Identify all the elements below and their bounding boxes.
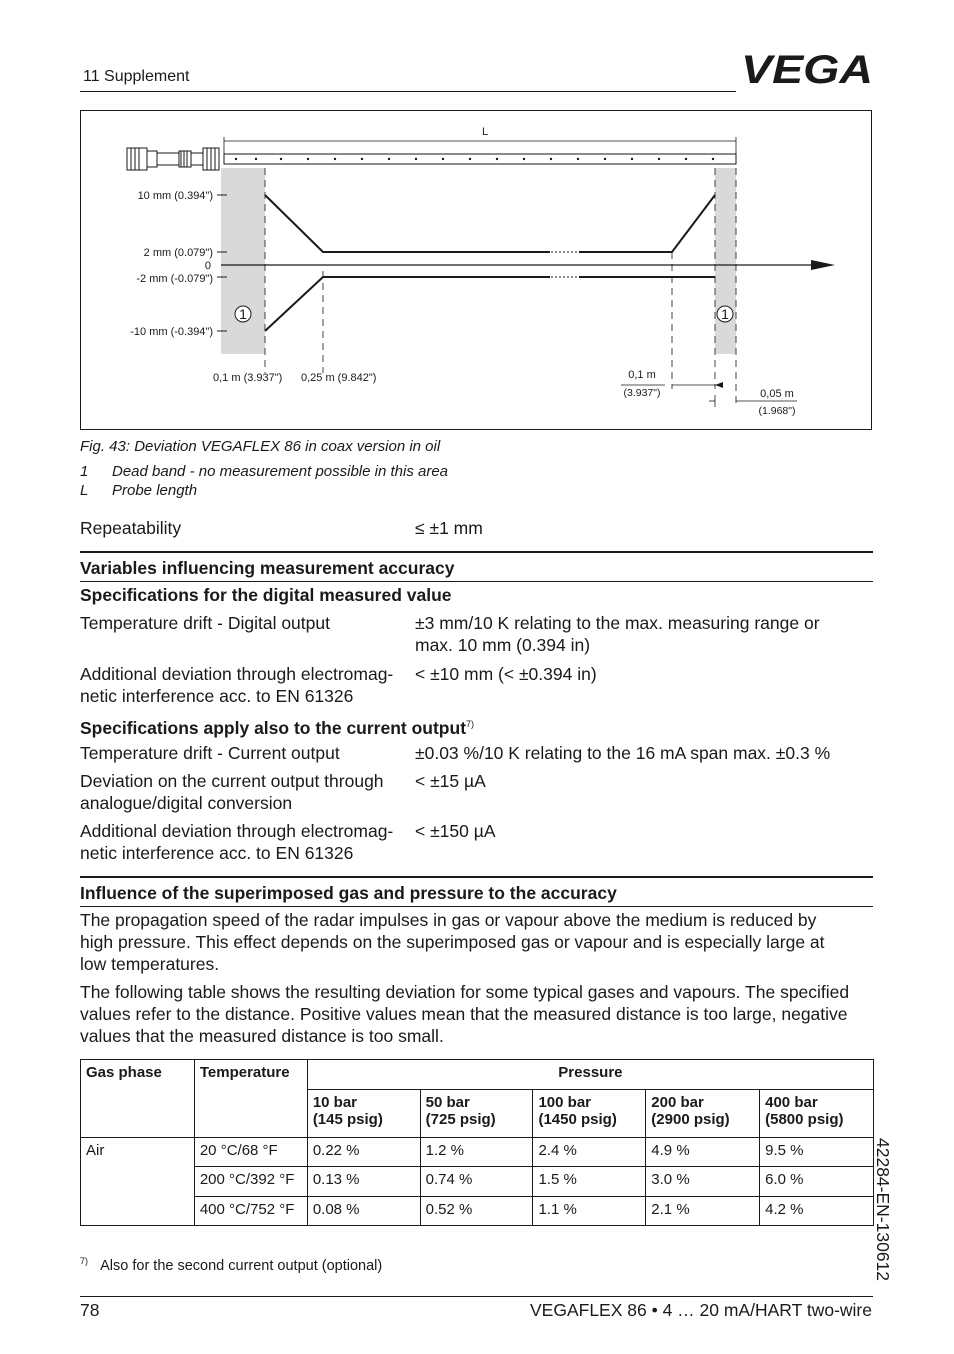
probe-connector-icon: [127, 148, 219, 170]
spec-value: < ±150 µA: [415, 821, 496, 841]
spec-label: Temperature drift - Digital output: [80, 613, 330, 633]
paragraph-line: The propagation speed of the radar impulses in gas or vapour above the medium is reduced by: [80, 910, 817, 930]
upper-deviation-left: [265, 195, 550, 252]
value-cell: 0.74 %: [420, 1167, 533, 1197]
table-row: [81, 1138, 874, 1167]
pressure-header: [533, 1090, 646, 1138]
pressure-bar: 10 bar: [312, 1094, 358, 1111]
spec-label: Temperature drift - Current output: [80, 743, 340, 763]
header-gas-phase: Gas phase: [81, 1060, 195, 1138]
figure-caption: Fig. 43: Deviation VEGAFLEX 86 in coax version in oil: [80, 438, 441, 455]
value-cell: 4.9 %: [646, 1138, 760, 1167]
spec-value: max. 10 mm (0.394 in): [415, 635, 591, 655]
pressure-psig: (1450 psig): [538, 1111, 617, 1128]
table-row: [81, 1197, 874, 1226]
spec-value: < ±10 mm (< ±0.394 in): [415, 664, 597, 684]
header-pressure: Pressure: [307, 1060, 873, 1090]
section-subrule: [80, 906, 873, 907]
footnote-mark: 7): [80, 1256, 89, 1266]
spec-label: netic interference acc. to EN 61326: [80, 843, 354, 863]
legend-text: Dead band - no measurement possible in this area: [112, 463, 449, 480]
section-rule: [80, 876, 873, 878]
y-label-minus10: -10 mm (-0.394"): [130, 326, 213, 338]
upper-deviation-right: [579, 195, 715, 252]
temp-cell: 200 °C/392 °F: [194, 1167, 307, 1197]
spec-value: ±3 mm/10 K relating to the max. measuring range or: [415, 613, 820, 633]
footer-rule: [80, 1296, 873, 1297]
end-dim-005-m: 0,05 m: [760, 388, 794, 400]
variables-heading: Variables influencing measurement accuracy: [80, 558, 455, 578]
pressure-header: [646, 1090, 760, 1138]
dead-band-left: [221, 168, 265, 354]
pressure-psig: (2900 psig): [651, 1111, 730, 1128]
paragraph-line: low temperatures.: [80, 954, 220, 974]
spec-label: analogue/digital conversion: [80, 793, 293, 813]
current-subheading: [80, 713, 474, 739]
dead-band-marker-right-label: 1: [721, 306, 729, 322]
pressure-header: [760, 1090, 874, 1138]
length-label: L: [481, 126, 489, 138]
probe-dots: [235, 158, 714, 160]
axis-arrow-icon: [811, 260, 835, 270]
paragraph-line: values that the measured distance is too small.: [80, 1026, 444, 1046]
spec-label: netic interference acc. to EN 61326: [80, 686, 354, 706]
legend-text: Probe length: [112, 482, 198, 499]
x-label-01m: 0,1 m (3.937"): [213, 372, 283, 384]
current-subheading-text: Specifications apply also to the current output: [80, 717, 467, 738]
pressure-psig: (5800 psig): [765, 1111, 844, 1128]
deviation-figure: [80, 110, 872, 430]
spec-value: < ±15 µA: [415, 771, 486, 791]
spec-label: Deviation on the current output through: [80, 771, 384, 791]
end-dim-01-m: 0,1 m: [628, 369, 656, 381]
header-temperature: Temperature: [194, 1060, 307, 1138]
legend-item: [80, 463, 448, 480]
pressure-bar: 400 bar: [765, 1094, 818, 1111]
value-cell: 1.1 %: [533, 1197, 646, 1226]
gas-cell: Air: [81, 1138, 195, 1226]
lower-deviation-left: [265, 277, 550, 331]
product-name: VEGAFLEX 86 • 4 … 20 mA/HART two-wire: [530, 1300, 872, 1320]
vega-logo: [741, 52, 873, 86]
y-label-minus2: -2 mm (-0.079"): [136, 273, 213, 285]
page-number: 78: [80, 1300, 100, 1320]
y-label-zero: 0: [204, 260, 211, 272]
spec-value: ±0.03 %/10 K relating to the 16 mA span max. ±0.3 %: [415, 743, 831, 763]
legend-key: 1: [80, 463, 89, 480]
legend-item: [80, 482, 197, 499]
dead-band-marker-left-label: 1: [239, 306, 247, 322]
pressure-bar: 50 bar: [425, 1094, 470, 1111]
spec-label: Additional deviation through electromag-: [80, 664, 394, 684]
paragraph-line: The following table shows the resulting deviation for some typical gases and vapours. The specified: [80, 982, 850, 1002]
repeatability-value: ≤ ±1 mm: [415, 518, 483, 538]
end-dim-01-in: (3.937"): [623, 387, 661, 399]
header-rule: [80, 91, 736, 92]
value-cell: 0.22 %: [307, 1138, 420, 1167]
value-cell: 2.1 %: [646, 1197, 760, 1226]
section-header: 11 Supplement: [83, 68, 190, 85]
paragraph-line: values refer to the distance. Positive values mean that the measured distance is too large, negative: [80, 1004, 848, 1024]
gas-pressure-table: [80, 1059, 874, 1226]
value-cell: 0.52 %: [420, 1197, 533, 1226]
pressure-header: [307, 1090, 420, 1138]
pressure-psig: (145 psig): [312, 1111, 383, 1128]
gas-heading: Influence of the superimposed gas and pressure to the accuracy: [80, 883, 617, 903]
y-label-plus10: 10 mm (0.394"): [137, 190, 213, 202]
pressure-psig: (725 psig): [425, 1111, 496, 1128]
section-rule: [80, 551, 873, 553]
value-cell: 9.5 %: [760, 1138, 874, 1167]
section-subrule: [80, 581, 873, 582]
logo-text: VEGA: [741, 52, 873, 86]
footnote: [80, 1256, 382, 1274]
x-label-025m: 0,25 m (9.842"): [301, 372, 377, 384]
temp-cell: 20 °C/68 °F: [194, 1138, 307, 1167]
y-label-plus2: 2 mm (0.079"): [143, 247, 213, 259]
value-cell: 0.13 %: [307, 1167, 420, 1197]
value-cell: 0.08 %: [307, 1197, 420, 1226]
table-row: [81, 1167, 874, 1197]
document-id: 42284-EN-130612: [873, 1138, 893, 1282]
footnote-text: Also for the second current output (optional): [100, 1257, 383, 1274]
spec-label: Additional deviation through electromag-: [80, 821, 394, 841]
pressure-header: [420, 1090, 533, 1138]
pressure-bar: 200 bar: [651, 1094, 704, 1111]
footnote-ref: 7): [466, 719, 475, 729]
end-dim-005-in: (1.968"): [758, 405, 796, 417]
value-cell: 4.2 %: [760, 1197, 874, 1226]
value-cell: 3.0 %: [646, 1167, 760, 1197]
legend-key: L: [80, 482, 89, 499]
dead-band-right: [715, 168, 736, 354]
value-cell: 2.4 %: [533, 1138, 646, 1167]
value-cell: 1.2 %: [420, 1138, 533, 1167]
value-cell: 1.5 %: [533, 1167, 646, 1197]
repeatability-label: Repeatability: [80, 518, 182, 538]
paragraph-line: high pressure. This effect depends on the superimposed gas or vapour and is especially large at: [80, 932, 825, 952]
value-cell: 6.0 %: [760, 1167, 874, 1197]
digital-subheading: Specifications for the digital measured value: [80, 585, 452, 605]
pressure-bar: 100 bar: [538, 1094, 592, 1111]
temp-cell: 400 °C/752 °F: [194, 1197, 307, 1226]
